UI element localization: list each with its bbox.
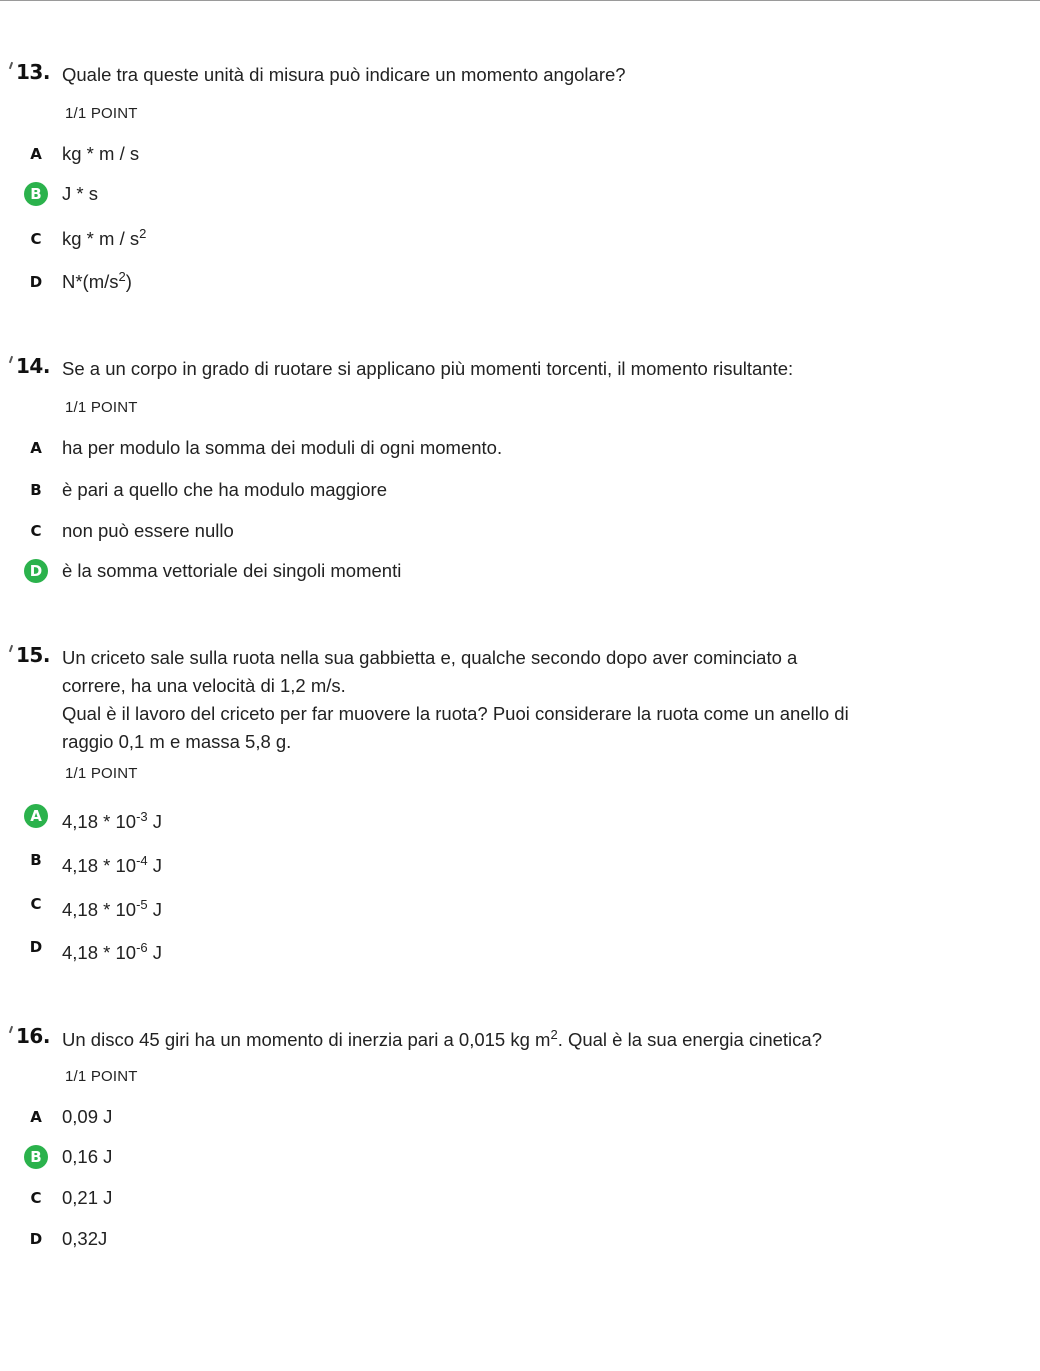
option-a[interactable]: [0, 801, 900, 831]
question-number: 14.: [16, 354, 50, 378]
option-letter: D: [29, 273, 43, 291]
option-text: $N*(m/s^2)$: [62, 268, 132, 292]
option-letter: D: [29, 938, 43, 956]
option-letter: D: [29, 1230, 43, 1248]
option-text: kg * m / $s^2$: [62, 225, 147, 249]
option-d[interactable]: [0, 556, 900, 586]
question-text: Un criceto sale sulla ruota nella sua gabbietta e, qualche secondo dopo aver cominciato a correre, ha una velocità di 1,2 m/s. Qual è il lavoro del criceto per far muovere la ruota? Puoi considerare la ruota come un anello di raggio 0,1 m e massa 5,8 g.: [62, 647, 849, 752]
option-letter: A: [30, 439, 42, 457]
option-a[interactable]: [0, 1102, 900, 1132]
question-text: Un disco 45 giri ha un momento di inerzia pari a 0,015 kg $m^2$. Qual è la sua energia cinetica?: [62, 1026, 822, 1050]
option-text: non può essere nullo: [62, 520, 234, 541]
option-b[interactable]: [0, 475, 900, 505]
edit-mark-icon: [9, 1026, 13, 1033]
option-text: è pari a quello che ha modulo maggiore: [62, 479, 387, 500]
top-divider: [0, 0, 1040, 1]
option-text: 0,21 J: [62, 1187, 113, 1208]
option-text: 0,16 J: [62, 1146, 113, 1167]
option-letter: A: [30, 145, 42, 163]
option-c[interactable]: [0, 1183, 900, 1213]
option-b[interactable]: [0, 845, 900, 875]
option-c[interactable]: [0, 516, 900, 546]
option-letter: B: [30, 481, 42, 499]
option-text: è la somma vettoriale dei singoli momenti: [62, 560, 402, 581]
option-c[interactable]: [0, 889, 900, 919]
option-letter: C: [30, 230, 42, 248]
option-letter: B: [30, 851, 42, 869]
option-d[interactable]: [0, 1224, 900, 1254]
option-letter: A: [30, 1108, 42, 1126]
option-letter: C: [30, 522, 42, 540]
points-label: 1/1 POINT: [65, 105, 138, 122]
question-number: 16.: [16, 1024, 50, 1048]
option-text: ha per modulo la somma dei moduli di ogni momento.: [62, 437, 503, 458]
option-text: $4,18 * 10^{-5}$ J: [62, 896, 163, 920]
option-b[interactable]: [0, 179, 900, 209]
option-a[interactable]: [0, 433, 900, 463]
option-text: $4,18 * 10^{-6}$ J: [62, 939, 163, 963]
edit-mark-icon: [9, 62, 13, 69]
option-b[interactable]: [0, 1142, 900, 1172]
correct-option-letter: B: [24, 182, 48, 206]
option-d[interactable]: [0, 267, 900, 297]
points-label: 1/1 POINT: [65, 399, 138, 416]
points-label: 1/1 POINT: [65, 765, 138, 782]
correct-option-letter: A: [24, 804, 48, 828]
option-text: J * s: [62, 183, 98, 204]
option-d[interactable]: [0, 932, 900, 962]
question-number: 13.: [16, 60, 50, 84]
correct-option-letter: D: [24, 559, 48, 583]
edit-mark-icon: [9, 645, 13, 652]
correct-option-letter: B: [24, 1145, 48, 1169]
option-a[interactable]: [0, 139, 900, 169]
option-text: $4,18 * 10^{-4}$ J: [62, 852, 163, 876]
option-c[interactable]: [0, 224, 900, 254]
edit-mark-icon: [9, 356, 13, 363]
option-text: 0,32J: [62, 1228, 108, 1249]
question-number: 15.: [16, 643, 50, 667]
question-text: Se a un corpo in grado di ruotare si applicano più momenti torcenti, il momento risultante:: [62, 358, 794, 379]
points-label: 1/1 POINT: [65, 1068, 138, 1085]
option-text: 0,09 J: [62, 1106, 113, 1127]
question-text: Quale tra queste unità di misura può indicare un momento angolare?: [62, 64, 626, 85]
option-text: $4,18 * 10^{-3}$ J: [62, 808, 163, 832]
option-letter: C: [30, 895, 42, 913]
option-letter: C: [30, 1189, 42, 1207]
option-text: kg * m / s: [62, 143, 140, 164]
